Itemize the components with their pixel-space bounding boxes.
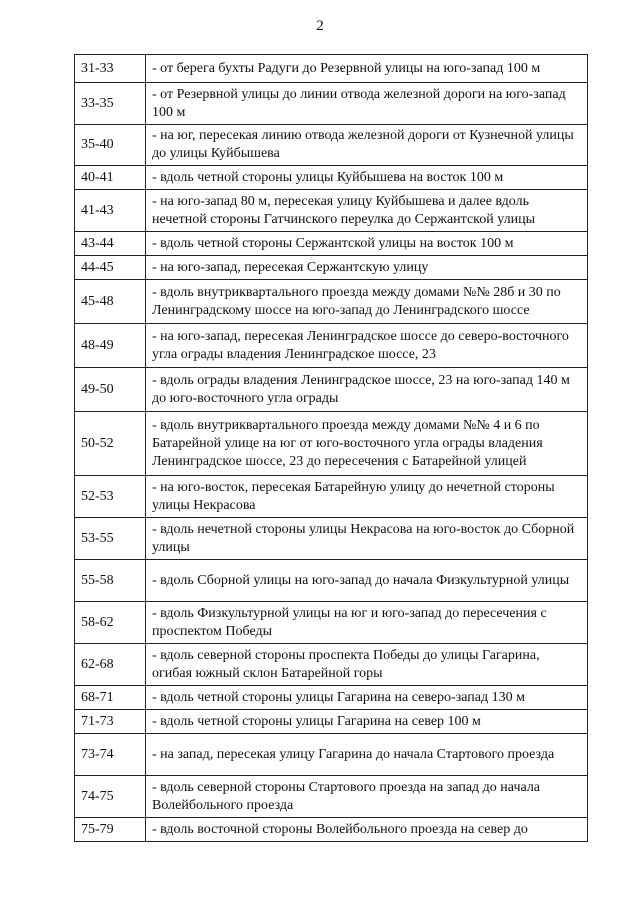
table-row bbox=[75, 166, 588, 190]
table-row bbox=[75, 368, 588, 412]
segment-cell: 53-55 bbox=[75, 518, 146, 560]
table-row bbox=[75, 686, 588, 710]
table-row bbox=[75, 518, 588, 560]
description-cell: - вдоль четной стороны улицы Куйбышева на восток 100 м bbox=[146, 166, 588, 190]
description-cell: - вдоль северной стороны Стартового проезда на запад до начала Волейбольного проезда bbox=[146, 776, 588, 818]
segment-cell: 45-48 bbox=[75, 280, 146, 324]
segment-cell: 52-53 bbox=[75, 476, 146, 518]
table-row bbox=[75, 476, 588, 518]
boundary-table bbox=[74, 54, 588, 842]
segment-cell: 62-68 bbox=[75, 644, 146, 686]
segment-cell: 75-79 bbox=[75, 818, 146, 842]
segment-cell: 58-62 bbox=[75, 602, 146, 644]
table-row bbox=[75, 776, 588, 818]
segment-cell: 50-52 bbox=[75, 412, 146, 476]
description-cell: - на юго-запад, пересекая Ленинградское шоссе до северо-восточного угла ограды владения Ленинградское шоссе, 23 bbox=[146, 324, 588, 368]
segment-cell: 73-74 bbox=[75, 734, 146, 776]
segment-cell: 55-58 bbox=[75, 560, 146, 602]
description-cell: - от Резервной улицы до линии отвода железной дороги на юго-запад 100 м bbox=[146, 83, 588, 125]
description-cell: - на юго-запад, пересекая Сержантскую улицу bbox=[146, 256, 588, 280]
segment-cell: 49-50 bbox=[75, 368, 146, 412]
description-cell: - вдоль Физкультурной улицы на юг и юго-запад до пересечения с проспектом Победы bbox=[146, 602, 588, 644]
table-row bbox=[75, 55, 588, 83]
table-row bbox=[75, 818, 588, 842]
table-row bbox=[75, 280, 588, 324]
segment-cell: 31-33 bbox=[75, 55, 146, 83]
description-cell: - вдоль четной стороны Сержантской улицы на восток 100 м bbox=[146, 232, 588, 256]
description-cell: - вдоль нечетной стороны улицы Некрасова на юго-восток до Сборной улицы bbox=[146, 518, 588, 560]
description-cell: - на юг, пересекая линию отвода железной дороги от Кузнечной улицы до улицы Куйбышева bbox=[146, 125, 588, 166]
description-cell: - вдоль четной стороны улицы Гагарина на северо-запад 130 м bbox=[146, 686, 588, 710]
segment-cell: 35-40 bbox=[75, 125, 146, 166]
segment-cell: 43-44 bbox=[75, 232, 146, 256]
description-cell: - вдоль четной стороны улицы Гагарина на север 100 м bbox=[146, 710, 588, 734]
table-row bbox=[75, 602, 588, 644]
table-row bbox=[75, 710, 588, 734]
table-row bbox=[75, 83, 588, 125]
description-cell: - вдоль северной стороны проспекта Победы до улицы Гагарина, огибая южный склон Батарейной горы bbox=[146, 644, 588, 686]
table-row bbox=[75, 232, 588, 256]
segment-cell: 68-71 bbox=[75, 686, 146, 710]
segment-cell: 41-43 bbox=[75, 190, 146, 232]
table-row bbox=[75, 644, 588, 686]
description-cell: - на юго-запад 80 м, пересекая улицу Куйбышева и далее вдоль нечетной стороны Гатчинского переулка до Сержантской улицы bbox=[146, 190, 588, 232]
description-cell: - от берега бухты Радуги до Резервной улицы на юго-запад 100 м bbox=[146, 55, 588, 83]
description-cell: - вдоль ограды владения Ленинградское шоссе, 23 на юго-запад 140 м до юго-восточного угла ограды bbox=[146, 368, 588, 412]
table-row bbox=[75, 412, 588, 476]
description-cell: - вдоль внутриквартального проезда между домами №№ 4 и 6 по Батарейной улице на юг от юго-восточного угла ограды владения Ленинградское шоссе, 23 до пересечения с Батарейной улицей bbox=[146, 412, 588, 476]
description-cell: - вдоль внутриквартального проезда между домами №№ 28б и 30 по Ленинградскому шоссе на юго-запад до Ленинградского шоссе bbox=[146, 280, 588, 324]
segment-cell: 40-41 bbox=[75, 166, 146, 190]
segment-cell: 48-49 bbox=[75, 324, 146, 368]
table-row bbox=[75, 256, 588, 280]
table-row bbox=[75, 190, 588, 232]
table-row bbox=[75, 324, 588, 368]
description-cell: - вдоль восточной стороны Волейбольного проезда на север до bbox=[146, 818, 588, 842]
table-row bbox=[75, 125, 588, 166]
description-cell: - на юго-восток, пересекая Батарейную улицу до нечетной стороны улицы Некрасова bbox=[146, 476, 588, 518]
segment-cell: 44-45 bbox=[75, 256, 146, 280]
segment-cell: 74-75 bbox=[75, 776, 146, 818]
segment-cell: 71-73 bbox=[75, 710, 146, 734]
description-cell: - на запад, пересекая улицу Гагарина до начала Стартового проезда bbox=[146, 734, 588, 776]
table-row bbox=[75, 560, 588, 602]
description-cell: - вдоль Сборной улицы на юго-запад до начала Физкультурной улицы bbox=[146, 560, 588, 602]
page-number: 2 bbox=[316, 18, 324, 34]
segment-cell: 33-35 bbox=[75, 83, 146, 125]
table-row bbox=[75, 734, 588, 776]
